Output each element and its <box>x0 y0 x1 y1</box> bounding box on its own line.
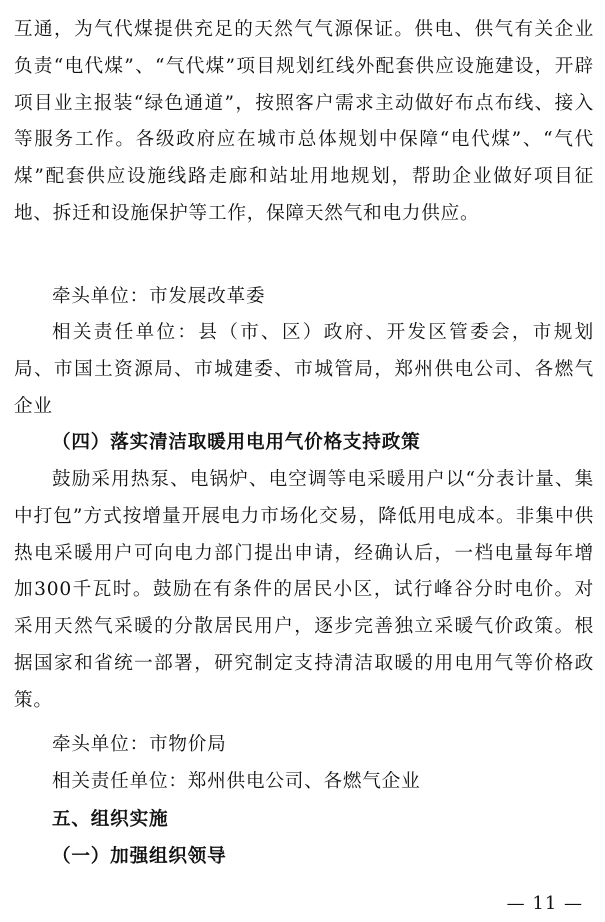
lead-unit-line: 牵头单位：市物价局 <box>52 734 227 755</box>
responsible-units-paragraph: 相关责任单位：郑州供电公司、各燃气企业 <box>52 771 421 792</box>
chapter-heading-organization: 五、组织实施 <box>52 809 169 830</box>
section-heading-leadership: （一）加强组织领导 <box>52 846 227 867</box>
body-paragraph-price-policy: 鼓励采用热泵、电锅炉、电空调等电采暖用户以“分表计量、集中打包”方式按增量开展电力市场化交易，降低用电成本。非集中供热电采暖用户可向电力部门提出申请，经确认后，一档电量每年增加300千瓦时。鼓励在有条件的居民小区，试行峰谷分时电价。对采用天然气采暖的分散居民用户，逐步完善独立采暖气价政策。根据国家和省统一部署，研究制定支持清洁取暖的用电用气等价格政策。 <box>14 469 594 711</box>
section-heading-price-policy: （四）落实清洁取暖用电用气价格支持政策 <box>52 432 421 453</box>
body-paragraph-gas-power-supply: 互通，为气代煤提供充足的天然气气源保证。供电、供气有关企业负责“电代煤”、“气代煤”项目规划红线外配套供应设施建设，开辟项目业主报装“绿色通道”，按照客户需求主动做好布点布线、接入等服务工作。各级政府应在城市总体规划中保障“电代煤”、“气代煤”配套供应设施线路走廊和站址用地规划，帮助企业做好项目征地、拆迁和设施保护等工作，保障天然气和电力供应。 <box>14 19 594 224</box>
lead-unit-line: 牵头单位：市发展改革委 <box>52 286 266 307</box>
page-number: — 11 — <box>506 893 583 914</box>
responsible-units-paragraph: 相关责任单位：县（市、区）政府、开发区管委会，市规划局、市国土资源局、市城建委、市城管局，郑州供电公司、各燃气企业 <box>14 322 594 417</box>
